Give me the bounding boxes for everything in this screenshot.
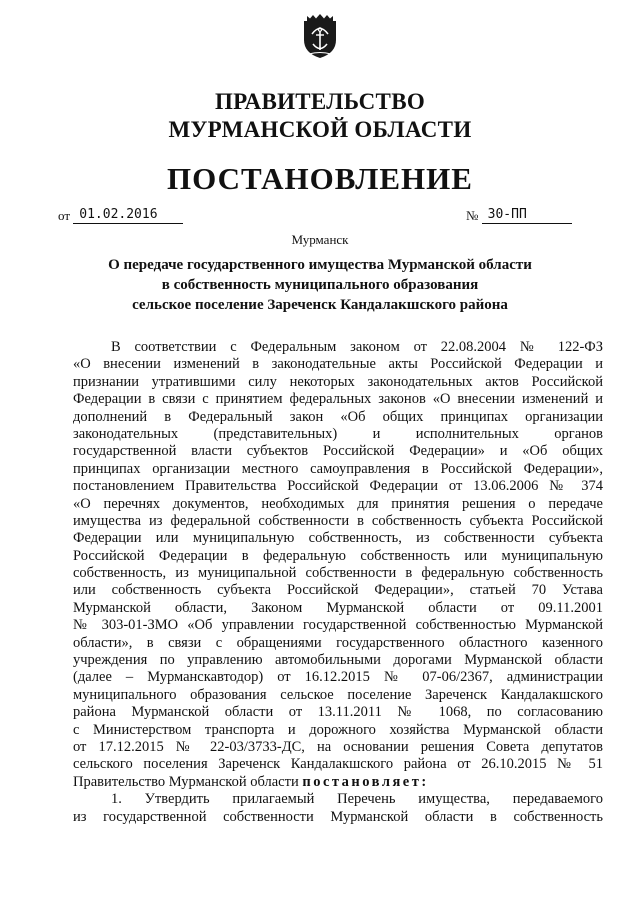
murmansk-coat-of-arms-icon: [300, 10, 340, 60]
resolve-line: [73, 774, 603, 791]
document-date: [58, 207, 183, 224]
issuer-title: [0, 88, 640, 144]
issuer-line-2: МУРМАНСКОЙ ОБЛАСТИ: [168, 117, 472, 142]
body-line: дополнений в Федеральный закон «Об общих принципах организации: [73, 408, 603, 425]
body-line: области», в связи с обращениями государственного областного казенного: [73, 634, 603, 651]
subject-line-1: О передаче государственного имущества Мурманской области: [108, 257, 532, 273]
item-1-line-2: из государственной собственности Мурманской области в собственность: [73, 808, 603, 825]
subject-line-3: сельское поселение Зареченск Кандалакшского района: [132, 297, 508, 313]
document-number: [466, 207, 572, 224]
subject-line-2: в собственность муниципального образования: [161, 277, 479, 293]
issue-city: Мурманск: [291, 232, 349, 247]
body-line: принципах организации местного самоуправления в Российской Федерации»,: [73, 460, 603, 477]
body-line: от 17.12.2015 № 22-03/3733-ДС, на основании решения Совета депутатов: [73, 738, 603, 755]
body-line: Мурманской области, Законом Мурманской области от 09.11.2001: [73, 599, 603, 616]
number-label: №: [466, 208, 479, 223]
body-line: признании утратившими силу некоторых законодательных актов Российской: [73, 373, 603, 390]
body-line: района Мурманской области от 13.11.2011 № 1068, по согласованию: [73, 704, 603, 721]
body-line: государственной власти субъектов Российской Федерации» и «Об общих: [73, 443, 603, 460]
number-value: 30-ПП: [482, 207, 572, 224]
body-line: учреждения по управлению автомобильными дорогами Мурманской области: [73, 652, 603, 669]
body-line: (далее – Мурманскавтодор) от 16.12.2015 № 07-06/2367, администрации: [73, 669, 603, 686]
date-value: 01.02.2016: [73, 207, 183, 224]
body-line: муниципального образования сельское поселение Зареченск Кандалакшского: [73, 686, 603, 703]
body-line: постановлением Правительства Российской Федерации от 13.06.2006 № 374: [73, 478, 603, 495]
resolve-colon: :: [421, 773, 429, 790]
body-line: В соответствии с Федеральным законом от 22.08.2004 № 122-ФЗ: [111, 339, 603, 355]
resolve-prefix: Правительство Мурманской области: [73, 773, 299, 790]
body-line: сельского поселения Зареченск Кандалакшского района от 26.10.2015 № 51: [73, 756, 603, 773]
item-1-line-1: 1. Утвердить прилагаемый Перечень имущества, передаваемого: [111, 791, 603, 808]
body-line: № 303-01-ЗМО «Об управлении государственной собственностью Мурманской: [73, 617, 603, 634]
resolve-word: постановляет: [302, 773, 422, 790]
body-line: или собственность субъекта Российской Федерации», статьей 70 Устава: [73, 582, 603, 599]
body-line: законодательных (представительных) и исполнительных органов: [73, 425, 603, 442]
document-body: [73, 339, 603, 826]
body-line: собственность, из муниципальной собственности в федеральную собственность: [73, 565, 603, 582]
body-line: Федерации или муниципальную собственность, из собственности субъекта: [73, 530, 603, 547]
issuer-line-1: ПРАВИТЕЛЬСТВО: [214, 89, 426, 114]
body-line: с Министерством транспорта и дорожного хозяйства Мурманской области: [73, 721, 603, 738]
body-line: Российской Федерации в федеральную собственность или муниципальную: [73, 547, 603, 564]
document-type-title: ПОСТАНОВЛЕНИЕ: [167, 161, 473, 196]
body-line: имущества из федеральной собственности в собственность субъекта Российской: [73, 512, 603, 529]
body-line: Федерации в связи с принятием федеральных законов «О внесении изменений и: [73, 391, 603, 408]
body-line: «О перечнях документов, необходимых для принятия решения о передаче: [73, 495, 603, 512]
date-label: от: [58, 208, 71, 223]
body-line: «О внесении изменений в законодательные акты Российской Федерации и: [73, 356, 603, 373]
document-subject: [0, 255, 640, 315]
